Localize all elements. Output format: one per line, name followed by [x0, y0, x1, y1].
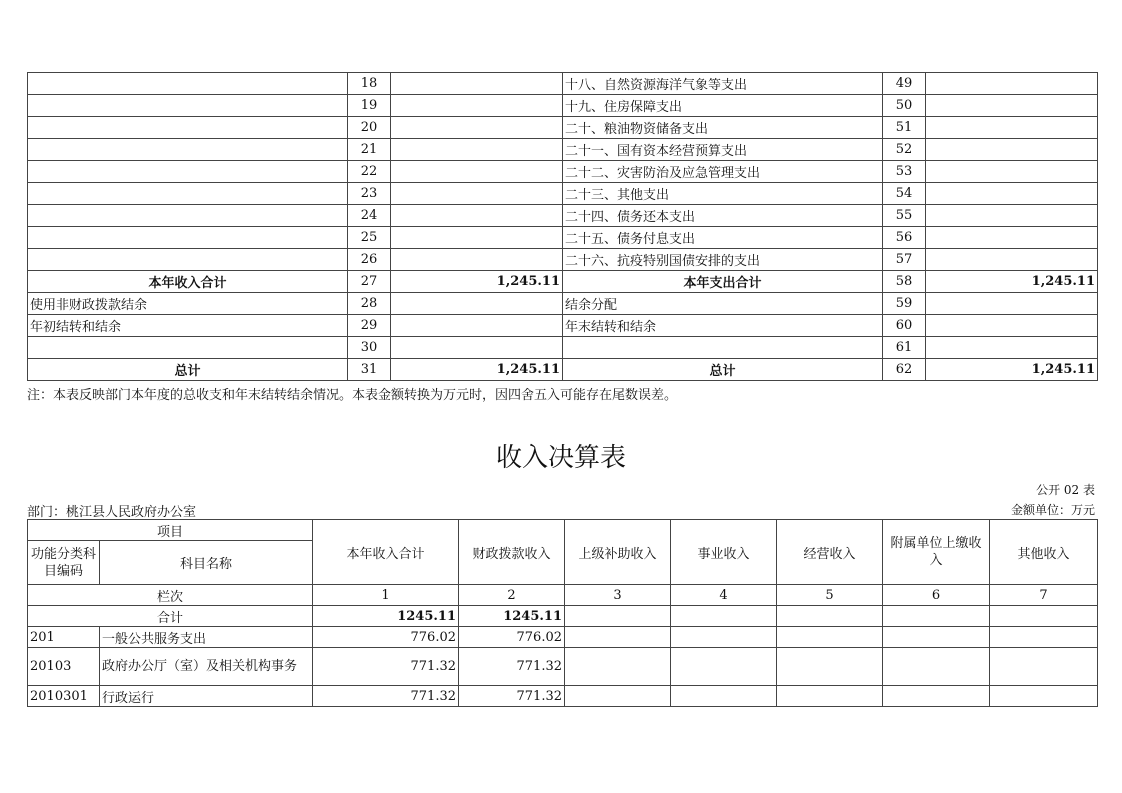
- col-num: 7: [990, 585, 1098, 606]
- row-expense-item: 二十五、债务付息支出: [563, 227, 883, 249]
- table-row: [28, 337, 1098, 359]
- table-note: 注：本表反映部门本年度的总收支和年末结转结余情况。本表金额转换为万元时，因四舍五入可能存在尾数误差。: [27, 388, 678, 403]
- row-income-item: [28, 161, 348, 183]
- row-expense-value: [926, 293, 1098, 315]
- row-expense-line: 49: [883, 73, 926, 95]
- row-expense-value: [926, 315, 1098, 337]
- col-num: 5: [777, 585, 883, 606]
- row-income-line: 23: [348, 183, 391, 205]
- row-income-line: 18: [348, 73, 391, 95]
- row-income-value: 1,245.11: [391, 271, 563, 293]
- row-value: 771.32: [313, 648, 459, 686]
- row-income-item: 年初结转和结余: [28, 315, 348, 337]
- row-income-line: 28: [348, 293, 391, 315]
- header-code: 功能分类科目编码: [28, 541, 100, 585]
- header-col-total: 本年收入合计: [313, 520, 459, 585]
- department-label: 部门：桃江县人民政府办公室: [27, 505, 197, 520]
- row-expense-value: [926, 337, 1098, 359]
- table-row: [28, 359, 1098, 381]
- total-value: 1245.11: [459, 606, 565, 627]
- row-expense-line: 56: [883, 227, 926, 249]
- row-expense-item: 二十二、灾害防治及应急管理支出: [563, 161, 883, 183]
- row-expense-item: 总计: [563, 359, 883, 381]
- row-expense-line: 55: [883, 205, 926, 227]
- header-col-affiliate: 附属单位上缴收入: [883, 520, 990, 585]
- row-income-item: [28, 139, 348, 161]
- table-row: [28, 117, 1098, 139]
- row-income-line: 24: [348, 205, 391, 227]
- row-income-item: [28, 73, 348, 95]
- row-expense-item: 本年支出合计: [563, 271, 883, 293]
- row-value: 771.32: [313, 686, 459, 707]
- row-value: 776.02: [313, 627, 459, 648]
- table-row: [28, 686, 1098, 707]
- row-income-value: [391, 183, 563, 205]
- table-row: [28, 73, 1098, 95]
- page-title: 收入决算表: [495, 443, 626, 473]
- table-row: [28, 293, 1098, 315]
- row-income-value: [391, 95, 563, 117]
- row-expense-value: [926, 117, 1098, 139]
- row-income-item: 总计: [28, 359, 348, 381]
- table-row: [28, 95, 1098, 117]
- row-name: 政府办公厅（室）及相关机构事务: [100, 648, 313, 686]
- row-income-item: [28, 183, 348, 205]
- row-expense-value: [926, 249, 1098, 271]
- summary-table: [27, 72, 1098, 381]
- row-expense-value: [926, 161, 1098, 183]
- row-income-item: [28, 205, 348, 227]
- income-table: [27, 519, 1098, 707]
- table-row: [28, 205, 1098, 227]
- row-expense-value: [926, 139, 1098, 161]
- row-expense-line: 51: [883, 117, 926, 139]
- row-income-line: 19: [348, 95, 391, 117]
- row-income-value: [391, 337, 563, 359]
- table-row: [28, 227, 1098, 249]
- row-expense-line: 62: [883, 359, 926, 381]
- table-row: [28, 271, 1098, 293]
- row-income-line: 31: [348, 359, 391, 381]
- table-row: [28, 648, 1098, 686]
- table-row: [28, 139, 1098, 161]
- header-name: 科目名称: [100, 541, 313, 585]
- col-num: 1: [313, 585, 459, 606]
- row-expense-item: 二十四、债务还本支出: [563, 205, 883, 227]
- row-expense-item: 二十三、其他支出: [563, 183, 883, 205]
- col-nums-label: 栏次: [28, 585, 313, 606]
- row-expense-item: 十九、住房保障支出: [563, 95, 883, 117]
- col-num: 6: [883, 585, 990, 606]
- amount-unit-label: 金额单位：万元: [1010, 503, 1095, 517]
- row-income-value: [391, 73, 563, 95]
- row-expense-line: 59: [883, 293, 926, 315]
- row-income-item: [28, 249, 348, 271]
- row-expense-item: 二十、粮油物资储备支出: [563, 117, 883, 139]
- row-expense-line: 61: [883, 337, 926, 359]
- col-num: 2: [459, 585, 565, 606]
- row-expense-line: 53: [883, 161, 926, 183]
- total-label: 合计: [28, 606, 313, 627]
- row-expense-line: 52: [883, 139, 926, 161]
- row-income-line: 20: [348, 117, 391, 139]
- row-income-item: [28, 337, 348, 359]
- row-expense-value: 1,245.11: [926, 271, 1098, 293]
- row-income-value: [391, 205, 563, 227]
- row-value: 776.02: [459, 627, 565, 648]
- row-expense-item: 年末结转和结余: [563, 315, 883, 337]
- row-expense-item: 结余分配: [563, 293, 883, 315]
- row-income-line: 26: [348, 249, 391, 271]
- row-code: 201: [28, 627, 100, 648]
- table-row: [28, 315, 1098, 337]
- row-income-line: 29: [348, 315, 391, 337]
- header-col-business: 事业收入: [671, 520, 777, 585]
- row-expense-line: 54: [883, 183, 926, 205]
- row-expense-item: 十八、自然资源海洋气象等支出: [563, 73, 883, 95]
- row-expense-item: [563, 337, 883, 359]
- row-income-line: 27: [348, 271, 391, 293]
- row-income-value: [391, 161, 563, 183]
- row-income-line: 30: [348, 337, 391, 359]
- row-expense-value: 1,245.11: [926, 359, 1098, 381]
- row-income-item: [28, 95, 348, 117]
- row-value: 771.32: [459, 686, 565, 707]
- row-name: 一般公共服务支出: [100, 627, 313, 648]
- row-income-value: [391, 117, 563, 139]
- table-row: [28, 183, 1098, 205]
- row-expense-value: [926, 183, 1098, 205]
- row-income-item: 使用非财政拨款结余: [28, 293, 348, 315]
- total-value: 1245.11: [313, 606, 459, 627]
- table-row: [28, 249, 1098, 271]
- row-income-value: [391, 249, 563, 271]
- row-code: 2010301: [28, 686, 100, 707]
- table-row: [28, 161, 1098, 183]
- row-income-line: 22: [348, 161, 391, 183]
- header-col-other: 其他收入: [990, 520, 1098, 585]
- row-income-line: 25: [348, 227, 391, 249]
- row-expense-item: 二十一、国有资本经营预算支出: [563, 139, 883, 161]
- row-expense-value: [926, 73, 1098, 95]
- row-income-value: 1,245.11: [391, 359, 563, 381]
- row-income-item: [28, 117, 348, 139]
- header-col-operation: 经营收入: [777, 520, 883, 585]
- row-income-item: 本年收入合计: [28, 271, 348, 293]
- col-num: 3: [565, 585, 671, 606]
- row-income-line: 21: [348, 139, 391, 161]
- row-income-value: [391, 315, 563, 337]
- col-num: 4: [671, 585, 777, 606]
- row-name: 行政运行: [100, 686, 313, 707]
- row-value: 771.32: [459, 648, 565, 686]
- row-expense-line: 58: [883, 271, 926, 293]
- row-income-value: [391, 227, 563, 249]
- row-expense-line: 57: [883, 249, 926, 271]
- row-expense-line: 60: [883, 315, 926, 337]
- row-income-value: [391, 139, 563, 161]
- header-col-fiscal: 财政拨款收入: [459, 520, 565, 585]
- row-income-value: [391, 293, 563, 315]
- table-row: [28, 627, 1098, 648]
- summary-table-body: [28, 73, 1098, 381]
- header-item: 项目: [28, 520, 313, 541]
- row-expense-line: 50: [883, 95, 926, 117]
- row-income-item: [28, 227, 348, 249]
- row-expense-item: 二十六、抗疫特别国债安排的支出: [563, 249, 883, 271]
- row-expense-value: [926, 227, 1098, 249]
- row-expense-value: [926, 95, 1098, 117]
- table-number: 公开 02 表: [1036, 483, 1095, 497]
- header-col-superior: 上级补助收入: [565, 520, 671, 585]
- row-expense-value: [926, 205, 1098, 227]
- row-code: 20103: [28, 648, 100, 686]
